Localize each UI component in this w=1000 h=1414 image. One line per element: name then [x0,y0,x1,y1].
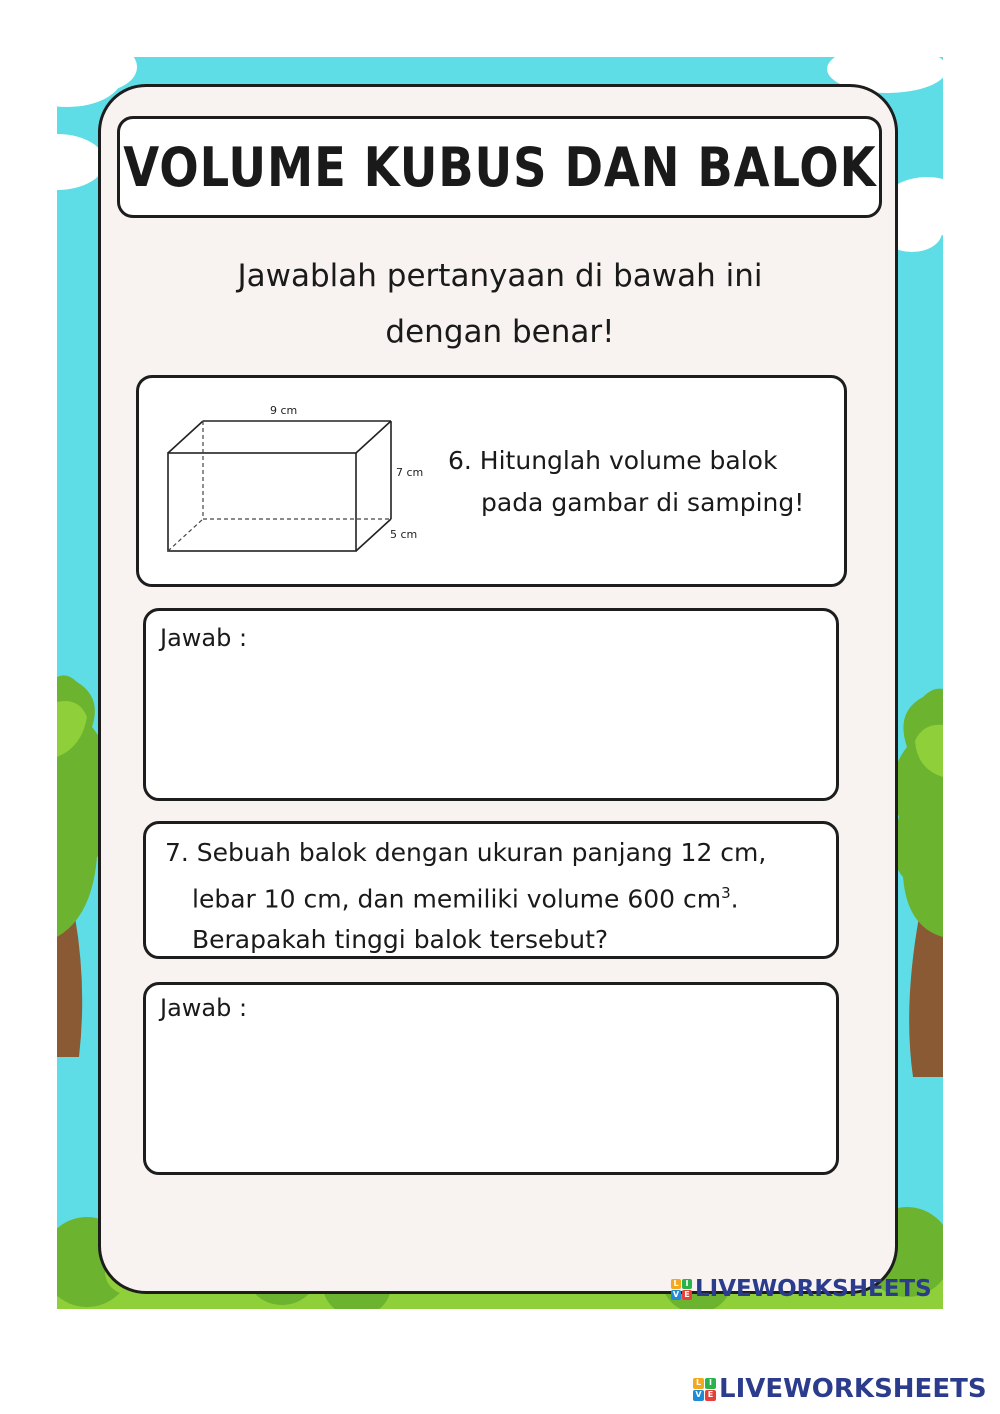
answer-7-input[interactable] [160,1034,824,1163]
question-7-line-2 [165,873,825,919]
question-7-line-2-end: . [730,884,739,914]
answer-6-input[interactable] [160,662,824,791]
cube-superscript: 3 [721,884,731,902]
liveworksheets-icon: L I V E [671,1279,692,1300]
length-label: 9 cm [270,404,298,417]
width-label: 5 cm [390,528,418,541]
liveworksheets-text-inner: LIVEWORKSHEETS [695,1276,932,1302]
question-6-line-1: 6. Hitunglah volume balok [448,446,778,475]
liveworksheets-logo-footer[interactable] [693,1374,987,1404]
answer-7-label: Jawab : [160,994,248,1022]
instruction-line-2: dengan benar! [385,314,615,350]
liveworksheets-text-footer: LIVEWORKSHEETS [719,1374,987,1404]
question-7-text [165,832,825,960]
liveworksheets-icon: L I V E [693,1378,716,1401]
answer-6-label: Jawab : [160,624,248,652]
liveworksheets-logo-inner [671,1276,932,1302]
cuboid-front-face [168,453,356,551]
instruction-text [150,248,850,360]
question-7-line-3: Berapakah tinggi balok tersebut? [192,925,609,955]
instruction-line-1: Jawablah pertanyaan di bawah ini [237,258,763,294]
question-7-line-1: 7. Sebuah balok dengan ukuran panjang 12 cm, [165,838,767,867]
question-7-line-2-text: lebar 10 cm, dan memiliki volume 600 cm [192,884,722,914]
cuboid-figure [158,398,443,558]
worksheet-title: VOLUME KUBUS DAN BALOK [122,135,877,199]
height-label: 7 cm [396,466,424,479]
question-6-text [448,440,848,524]
title-box [117,116,882,218]
question-6-line-2: pada gambar di samping! [481,488,805,517]
